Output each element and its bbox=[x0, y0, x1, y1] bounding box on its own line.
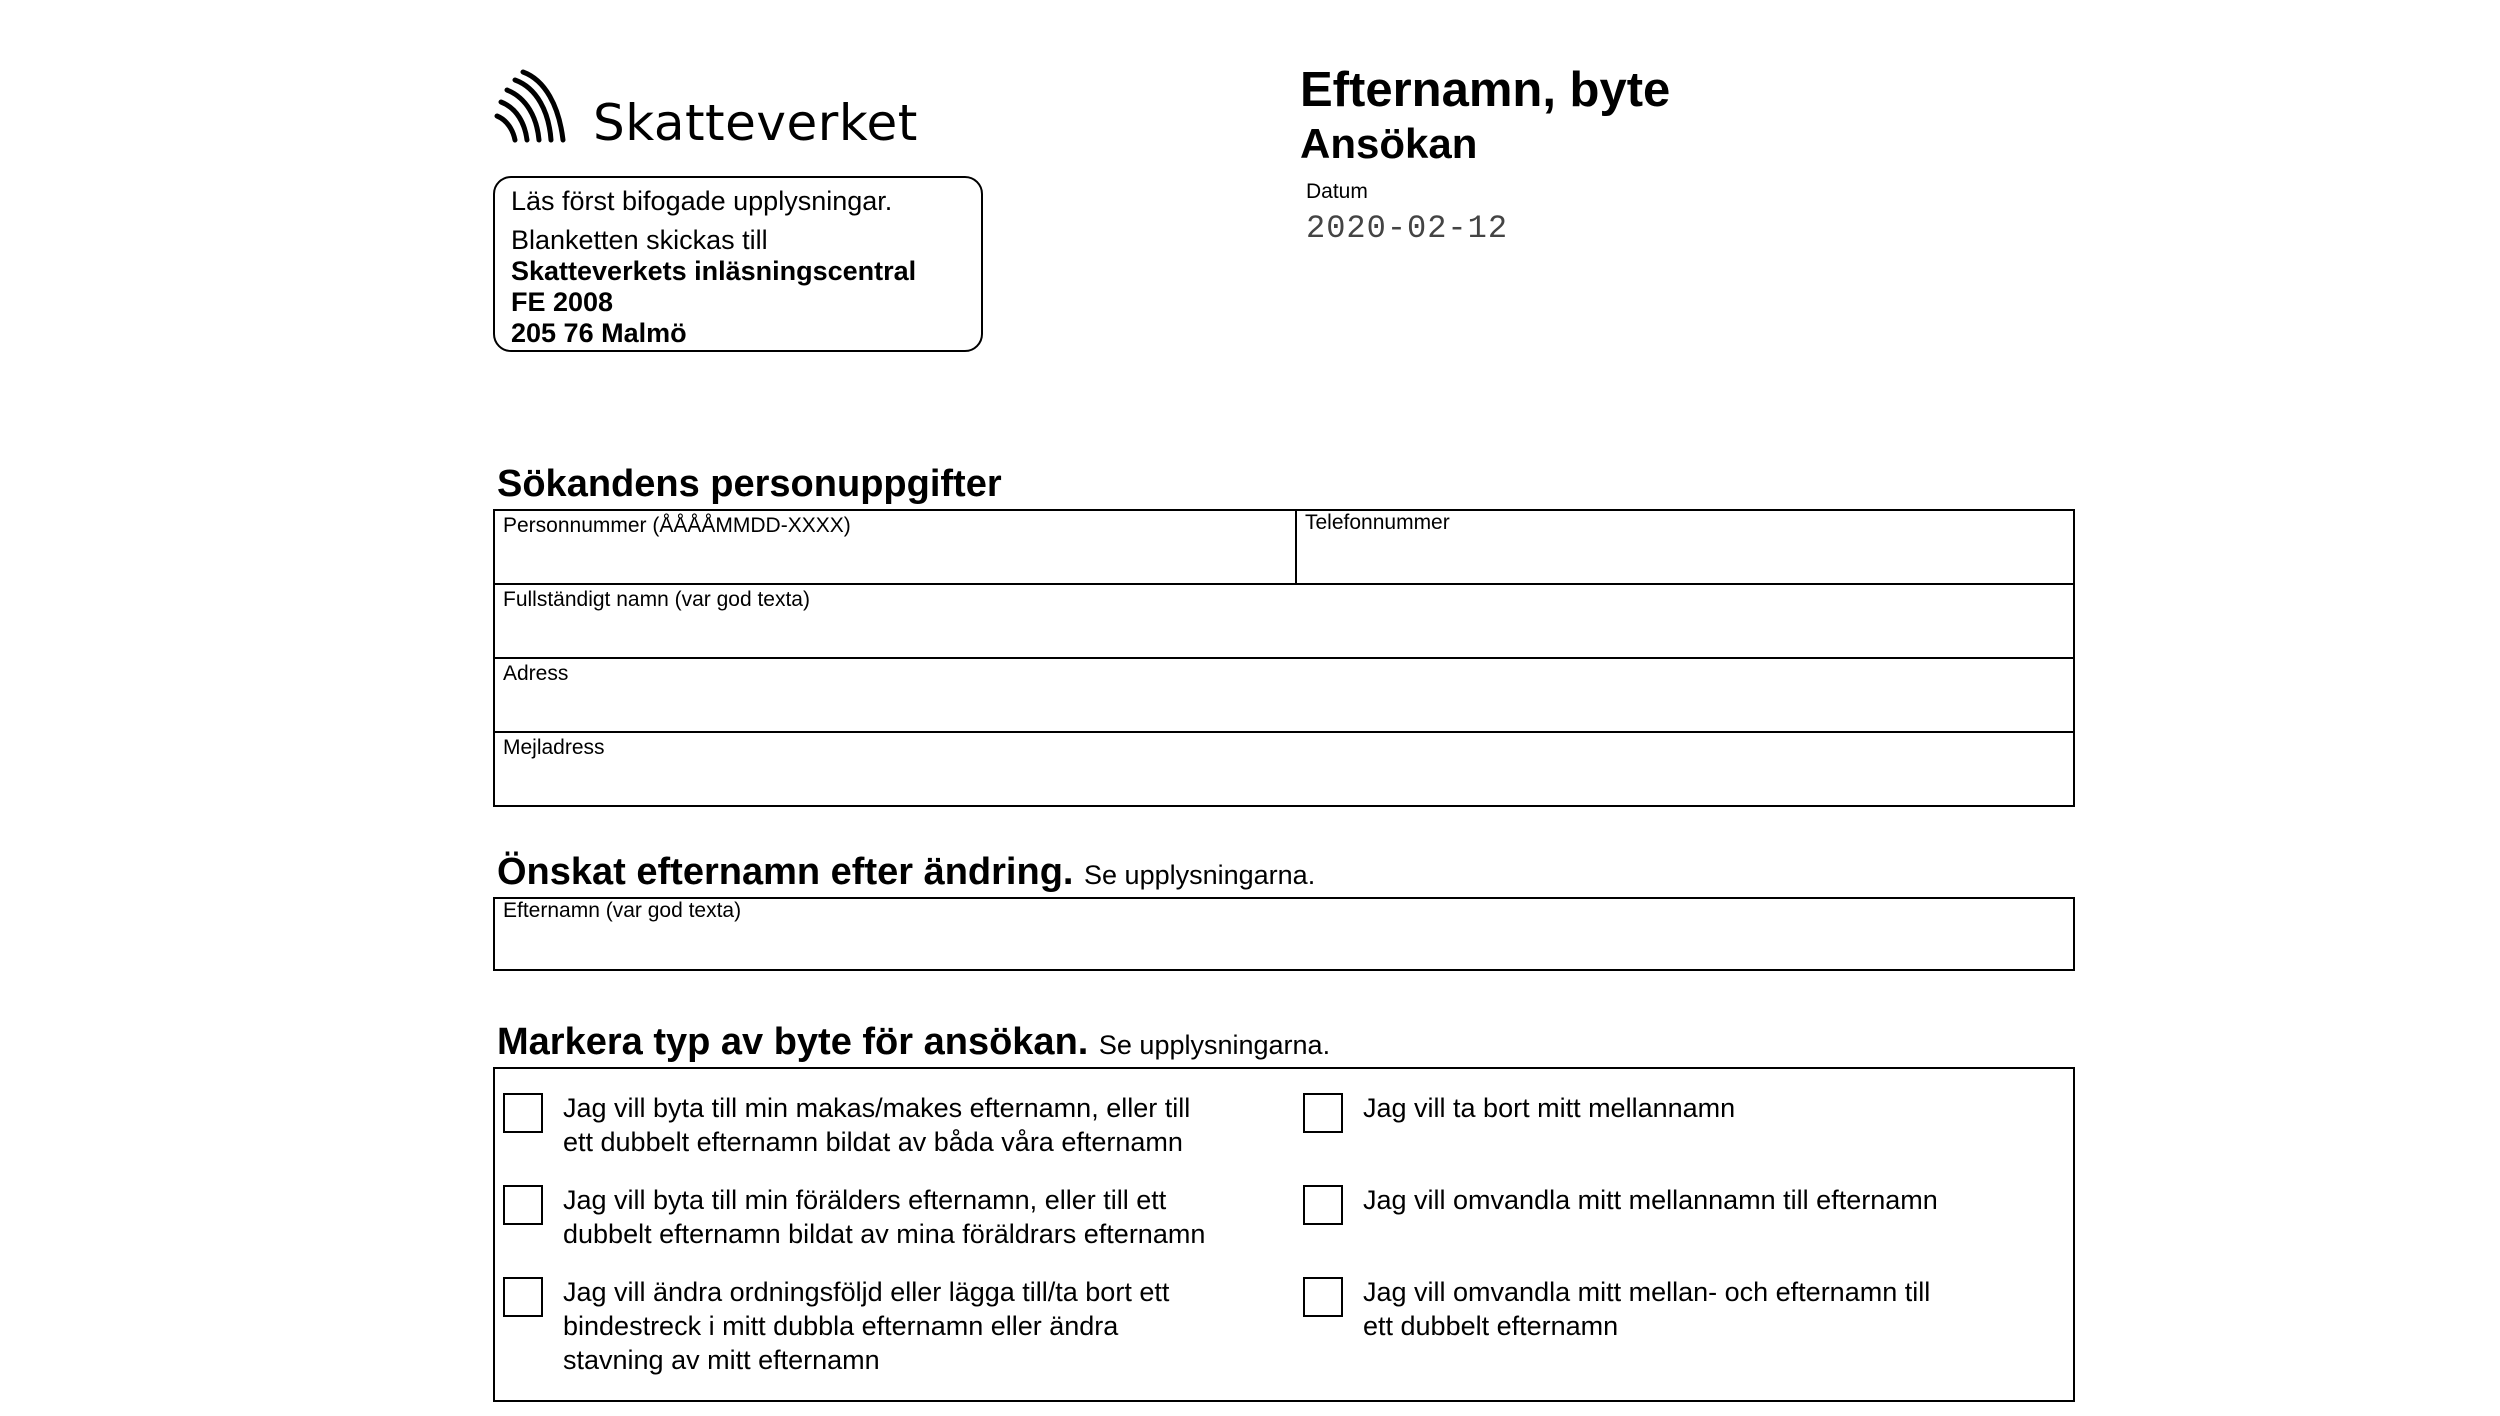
checkbox[interactable] bbox=[1303, 1185, 1343, 1225]
mejl-label: Mejladress bbox=[503, 736, 605, 759]
table-row bbox=[495, 585, 2073, 659]
efternamn-label: Efternamn (var god texta) bbox=[503, 899, 742, 922]
efternamn-field[interactable] bbox=[495, 899, 2073, 969]
namn-label: Fullständigt namn (var god texta) bbox=[503, 588, 810, 611]
send-to-line: Blanketten skickas till bbox=[511, 225, 768, 255]
logo-text: Skatteverket bbox=[593, 94, 918, 152]
type-heading-text: Markera typ av byte för ansökan. bbox=[497, 1021, 1089, 1063]
instructions-box bbox=[493, 176, 983, 352]
form-subtitle: Ansökan bbox=[1300, 120, 1478, 167]
type-section-heading bbox=[497, 1021, 1330, 1064]
adress-field[interactable] bbox=[495, 659, 2073, 731]
option-label: Jag vill byta till min förälders efternamn, eller till ett dubbelt efternamn bildat av mina föräldrars efternamn bbox=[563, 1185, 1206, 1249]
option-label: Jag vill omvandla mitt mellannamn till efternamn bbox=[1363, 1185, 1938, 1215]
table-row bbox=[495, 899, 2073, 969]
checkbox[interactable] bbox=[1303, 1277, 1343, 1317]
adress-label: Adress bbox=[503, 662, 569, 685]
address-line: Skatteverkets inläsningscentral bbox=[511, 256, 917, 286]
form-title: Efternamn, byte bbox=[1300, 63, 1671, 117]
option-label: Jag vill omvandla mitt mellan- och efternamn till ett dubbelt efternamn bbox=[1363, 1277, 1931, 1341]
address-line: 205 76 Malmö bbox=[511, 318, 687, 348]
desired-heading-text: Önskat efternamn efter ändring. bbox=[497, 851, 1074, 893]
desired-surname-table bbox=[493, 897, 2075, 971]
change-type-table bbox=[493, 1067, 2075, 1402]
checkbox[interactable] bbox=[503, 1185, 543, 1225]
date-value[interactable]: 2020-02-12 bbox=[1306, 210, 1509, 247]
instructions-line: Läs först bifogade upplysningar. bbox=[511, 186, 893, 216]
table-row bbox=[495, 511, 2073, 585]
table-row bbox=[495, 733, 2073, 805]
personnummer-label: Personnummer (ÅÅÅÅMMDD-XXXX) bbox=[503, 514, 851, 537]
telefon-label: Telefonnummer bbox=[1305, 511, 1450, 534]
option-label: Jag vill byta till min makas/makes efternamn, eller till ett dubbelt efternamn bildat av båda våra efternamn bbox=[563, 1093, 1191, 1157]
personal-info-table bbox=[493, 509, 2075, 807]
date-label: Datum bbox=[1306, 180, 1368, 203]
desired-section-heading bbox=[497, 851, 1315, 894]
checkbox[interactable] bbox=[503, 1093, 543, 1133]
checkbox[interactable] bbox=[503, 1277, 543, 1317]
skatteverket-logo-icon bbox=[493, 66, 583, 146]
telefon-field[interactable] bbox=[1295, 511, 2073, 583]
mejl-field[interactable] bbox=[495, 733, 2073, 805]
table-row bbox=[495, 659, 2073, 733]
personnummer-field[interactable] bbox=[495, 511, 1295, 583]
option-label: Jag vill ändra ordningsföljd eller lägga till/ta bort ett bindestreck i mitt dubbla efternamn eller ändra stavning av mitt efternamn bbox=[563, 1277, 1170, 1375]
type-heading-note: Se upplysningarna. bbox=[1098, 1030, 1331, 1060]
desired-heading-note: Se upplysningarna. bbox=[1084, 860, 1316, 890]
namn-field[interactable] bbox=[495, 585, 2073, 657]
checkbox[interactable] bbox=[1303, 1093, 1343, 1133]
personal-section-heading: Sökandens personuppgifter bbox=[497, 463, 1002, 505]
address-line: FE 2008 bbox=[511, 287, 614, 317]
option-label: Jag vill ta bort mitt mellannamn bbox=[1363, 1093, 1736, 1123]
skatteverket-logo bbox=[493, 66, 918, 156]
